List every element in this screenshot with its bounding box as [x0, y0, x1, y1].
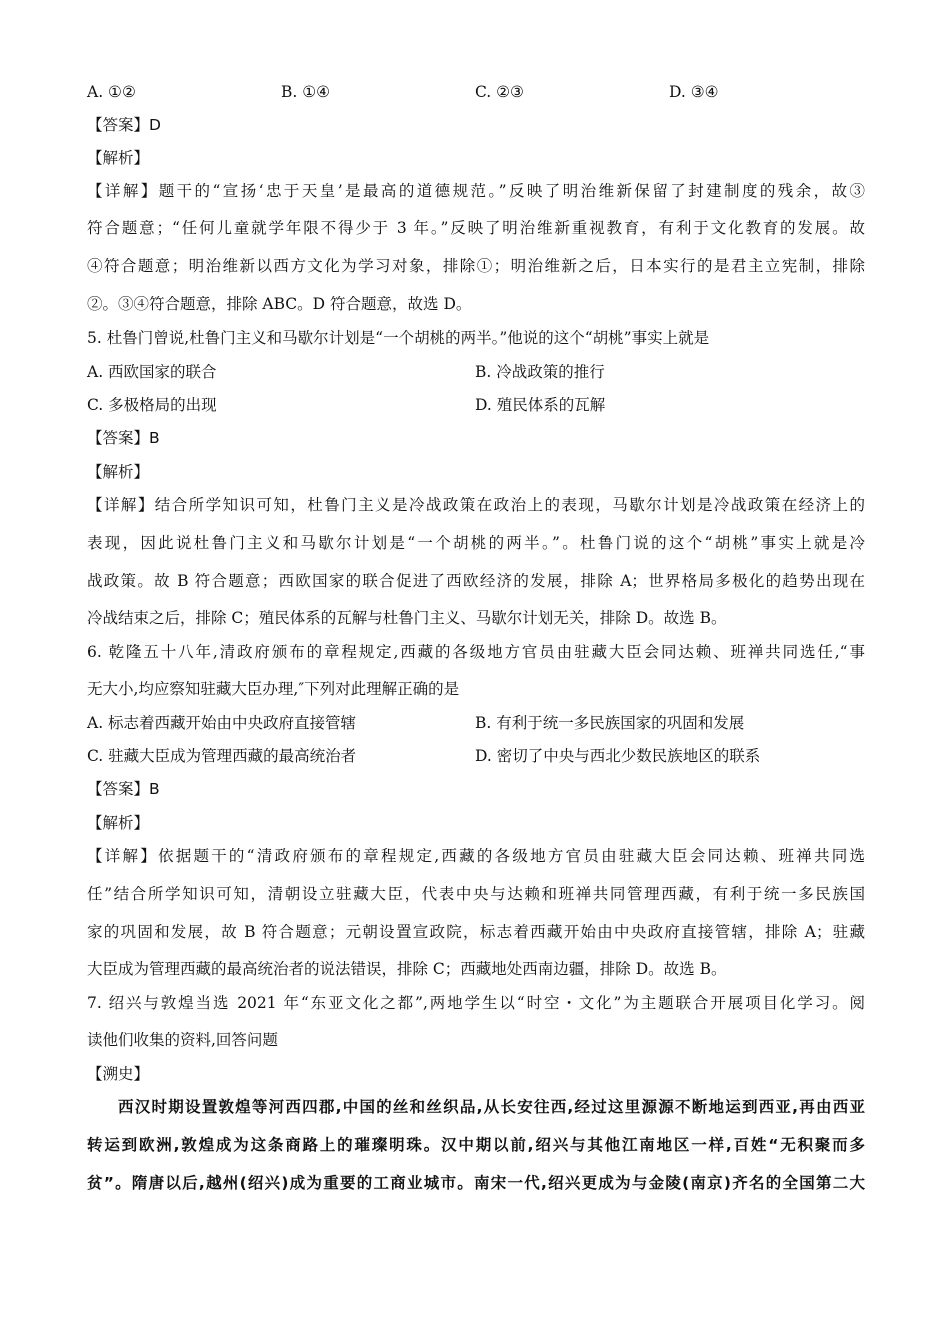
q6-stem-line-1: 6. 乾隆五十八年,清政府颁布的章程规定,西藏的各级地方官员由驻藏大臣会同达赖、班禅共同选任,“事 — [87, 643, 865, 661]
q4-detail-line-3: ④符合题意；明治维新以西方文化为学习对象，排除①；明治维新之后，日本实行的是君主立宪制，排除 — [87, 257, 865, 275]
q5-option-d: D. 殖民体系的瓦解 — [475, 396, 606, 414]
q4-answer: 【答案】D — [87, 116, 161, 134]
q4-option-b: B. ①④ — [281, 83, 331, 101]
q5-option-a: A. 西欧国家的联合 — [87, 363, 217, 381]
q4-option-c: C. ②③ — [475, 83, 524, 101]
q6-detail-line-2: 任”结合所学知识可知，清朝设立驻藏大臣，代表中央与达赖和班禅共同管理西藏，有利于统一多民族国 — [87, 885, 865, 903]
q6-answer: 【答案】B — [87, 780, 160, 798]
q6-detail-line-4: 大臣成为管理西藏的最高统治者的说法错误，排除 C；西藏地处西南边疆，排除 D。故选 B。 — [87, 960, 727, 978]
q5-option-b: B. 冷战政策的推行 — [475, 363, 605, 381]
q6-stem-line-2: 无大小,均应察知驻藏大臣办理,″下列对此理解正确的是 — [87, 680, 460, 698]
q7-material-line-1: 西汉时期设置敦煌等河西四郡,中国的丝和丝织品,从长安往西,经过这里源源不断地运到西亚,再由西亚 — [118, 1098, 865, 1116]
q7-material-line-3: 贫”。隋唐以后,越州(绍兴)成为重要的工商业城市。南宋一代,绍兴更成为与金陵(南京)齐名的全国第二大 — [87, 1174, 865, 1192]
q5-answer: 【答案】B — [87, 429, 160, 447]
q7-section-label: 【溯史】 — [87, 1065, 150, 1083]
q5-detail-line-3: 战政策。故 B 符合题意；西欧国家的联合促进了西欧经济的发展，排除 A；世界格局多极化的趋势出现在 — [87, 572, 865, 590]
q7-stem-line-2: 读他们收集的资料,回答问题 — [87, 1031, 278, 1049]
q4-detail-line-1: 【详解】题干的“宣扬‘忠于天皇’是最高的道德规范。”反映了明治维新保留了封建制度的残余，故③ — [87, 182, 865, 200]
q5-detail-line-4: 冷战结束之后，排除 C；殖民体系的瓦解与杜鲁门主义、马歇尔计划无关，排除 D。故选 B。 — [87, 609, 727, 627]
q5-detail-line-1: 【详解】结合所学知识可知，杜鲁门主义是冷战政策在政治上的表现，马歇尔计划是冷战政策在经济上的 — [87, 496, 865, 514]
q6-detail-line-1: 【详解】依据题干的“清政府颁布的章程规定,西藏的各级地方官员由驻藏大臣会同达赖、班禅共同选 — [87, 847, 865, 865]
q5-detail-line-2: 表现，因此说杜鲁门主义和马歇尔计划是“一个胡桃的两半。”。杜鲁门说的这个“胡桃”事实上就是冷 — [87, 534, 865, 552]
q4-detail-line-2: 符合题意；“任何儿童就学年限不得少于 3 年。”反映了明治维新重视教育，有利于文化教育的发展。故 — [87, 219, 865, 237]
q5-analysis-label: 【解析】 — [87, 463, 150, 481]
q6-analysis-label: 【解析】 — [87, 814, 150, 832]
q6-option-a: A. 标志着西藏开始由中央政府直接管辖 — [87, 714, 357, 732]
q4-option-d: D. ③④ — [669, 83, 719, 101]
q6-option-d: D. 密切了中央与西北少数民族地区的联系 — [475, 747, 761, 765]
q7-material-line-2: 转运到欧洲,敦煌成为这条商路上的璀璨明珠。汉中期以前,绍兴与其他江南地区一样,百姓“无积聚而多 — [87, 1136, 865, 1154]
q7-stem-line-1: 7. 绍兴与敦煌当选 2021 年“东亚文化之都”,两地学生以“时空・文化”为主题联合开展项目化学习。阅 — [87, 994, 865, 1012]
q4-option-a: A. ①② — [87, 83, 136, 101]
q6-detail-line-3: 家的巩固和发展，故 B 符合题意；元朝设置宣政院，标志着西藏开始由中央政府直接管辖，排除 A；驻藏 — [87, 923, 865, 941]
q5-stem: 5. 杜鲁门曾说,杜鲁门主义和马歇尔计划是“一个胡桃的两半。”他说的这个“胡桃”事实上就是 — [87, 329, 710, 347]
q4-detail-line-4: ②。③④符合题意，排除 ABC。D 符合题意，故选 D。 — [87, 295, 472, 313]
q5-option-c: C. 多极格局的出现 — [87, 396, 217, 414]
q6-option-c: C. 驻藏大臣成为管理西藏的最高统治者 — [87, 747, 357, 765]
q6-option-b: B. 有利于统一多民族国家的巩固和发展 — [475, 714, 745, 732]
q4-analysis-label: 【解析】 — [87, 149, 150, 167]
